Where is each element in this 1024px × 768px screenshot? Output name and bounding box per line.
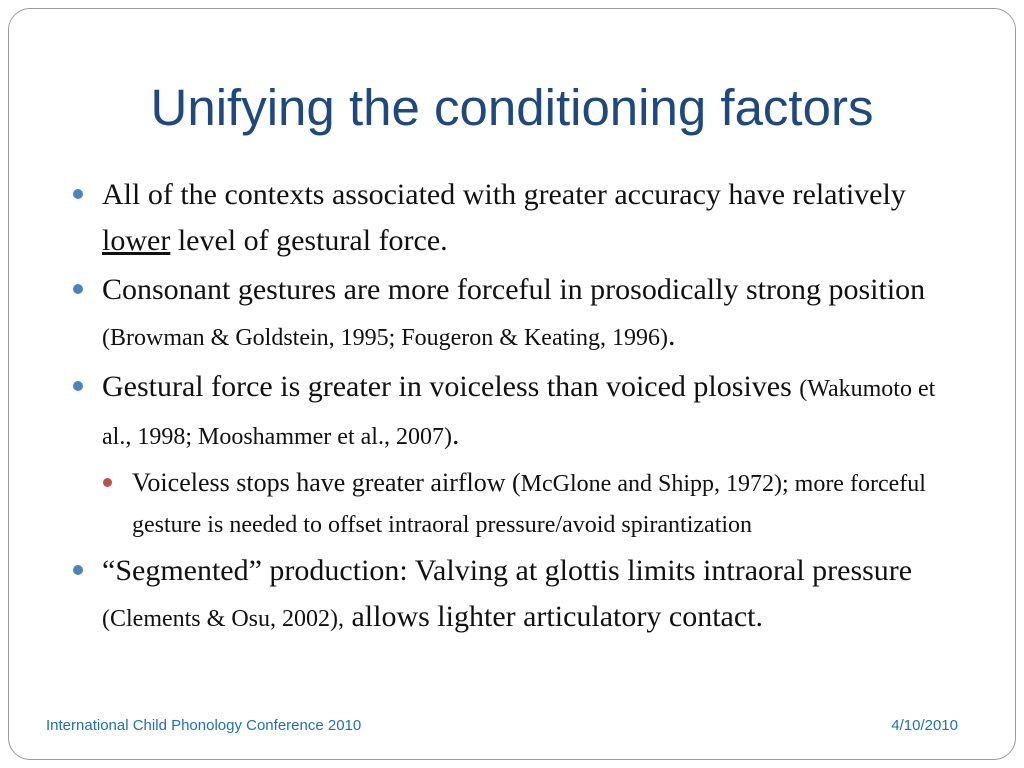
- slide-body: [70, 172, 970, 645]
- bullet-4-citation: (Clements & Osu, 2002),: [102, 606, 344, 632]
- bullet-1: [70, 172, 970, 264]
- footer-conference: International Child Phonology Conference 2010: [46, 717, 362, 734]
- sub-bullet-dot-icon: [103, 478, 112, 487]
- sub-bullet-3-1-citation: McGlone and Shipp, 1972); more forceful gesture is needed to offset intraoral pressure/avoid spirantization: [132, 471, 926, 538]
- bullet-2-end: .: [667, 319, 676, 352]
- footer-date: 4/10/2010: [891, 717, 958, 734]
- sub-bullet-3-1: [100, 463, 970, 545]
- bullet-2-text: Consonant gestures are more forceful in prosodically strong position: [102, 273, 926, 306]
- bullet-3-citation: (Wakumoto et al., 1998; Mooshammer et al., 2007): [102, 376, 936, 450]
- bullet-4-text: “Segmented” production: Valving at glottis limits intraoral pressure: [102, 554, 913, 587]
- bullet-1-underlined: lower: [102, 224, 171, 257]
- bullet-2: [70, 267, 970, 361]
- bullet-dot-icon: [73, 284, 83, 294]
- bullet-dot-icon: [73, 565, 83, 575]
- bullet-3-text: Gestural force is greater in voiceless than voiced plosives: [102, 370, 800, 403]
- bullet-2-citation: (Browman & Goldstein, 1995; Fougeron & Keating, 1996): [102, 325, 668, 351]
- slide-title: Unifying the conditioning factors: [150, 79, 874, 136]
- bullet-3: [70, 364, 970, 460]
- bullet-4-end: allows lighter articulatory contact.: [343, 600, 764, 633]
- bullet-dot-icon: [73, 189, 83, 199]
- bullet-3-end: .: [451, 418, 460, 451]
- bullet-1-text-a: All of the contexts associated with greater accuracy have relatively: [102, 178, 906, 211]
- sub-bullet-3-1-text: Voiceless stops have greater airflow (: [132, 468, 521, 497]
- bullet-1-text-b: level of gestural force.: [170, 224, 448, 257]
- bullet-4: [70, 548, 970, 642]
- bullet-dot-icon: [73, 381, 83, 391]
